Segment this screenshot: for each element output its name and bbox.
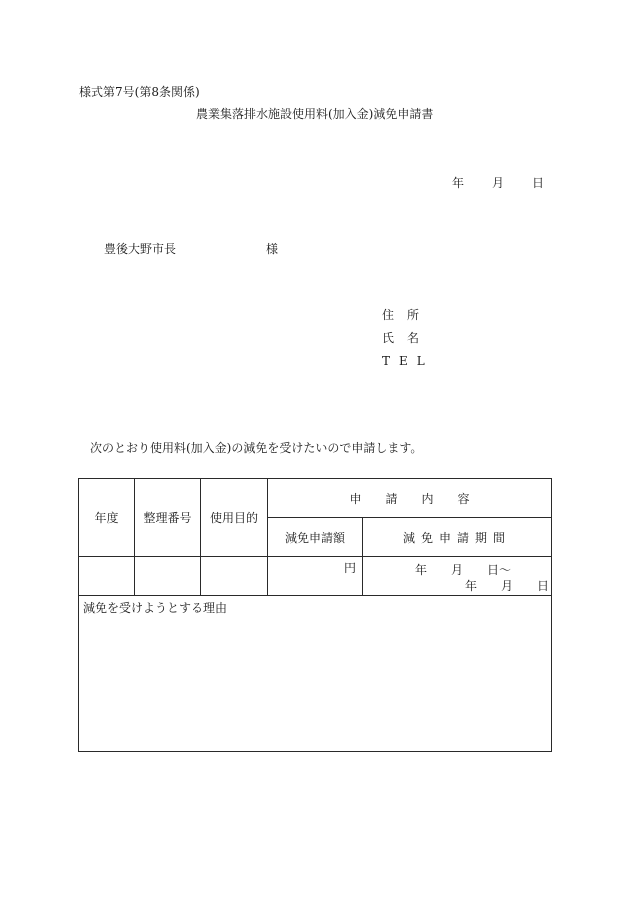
- amount-unit: 円: [343, 561, 356, 575]
- applicant-tel-label: TEL: [382, 354, 434, 368]
- document-title: 農業集落排水施設使用料(加入金)減免申請書: [196, 107, 434, 121]
- addressee-name: 豊後大野市長: [104, 242, 177, 256]
- form-number: 様式第7号(第8条関係): [79, 85, 200, 99]
- header-reference-number: 整理番号: [135, 479, 201, 557]
- period-start: 年 月 日～: [415, 563, 512, 577]
- header-reduction-period: 減免申請期間: [363, 518, 552, 557]
- reason-label: 減免を受けようとする理由: [83, 601, 228, 615]
- date-year-label: 年: [452, 176, 465, 190]
- header-reduction-amount: 減免申請額: [268, 518, 363, 557]
- header-fiscal-year: 年度: [79, 479, 135, 557]
- application-table: [78, 478, 552, 752]
- date-month-label: 月: [492, 176, 505, 190]
- addressee-suffix: 様: [266, 242, 279, 256]
- cell-reference-number[interactable]: [135, 557, 201, 596]
- cell-reduction-amount[interactable]: [268, 557, 363, 596]
- cell-reduction-period[interactable]: [363, 557, 552, 596]
- header-request-details: 申請内容: [268, 479, 552, 518]
- applicant-address-label: 住所: [382, 308, 433, 322]
- date-line: [452, 176, 544, 190]
- reason-box[interactable]: [79, 596, 552, 752]
- cell-purpose[interactable]: [201, 557, 268, 596]
- header-purpose: 使用目的: [201, 479, 268, 557]
- request-statement: 次のとおり使用料(加入金)の減免を受けたいので申請します。: [90, 441, 423, 455]
- applicant-name-label: 氏名: [382, 331, 433, 345]
- date-day-label: 日: [532, 176, 545, 190]
- cell-fiscal-year[interactable]: [79, 557, 135, 596]
- period-end: 年 月 日: [465, 579, 550, 593]
